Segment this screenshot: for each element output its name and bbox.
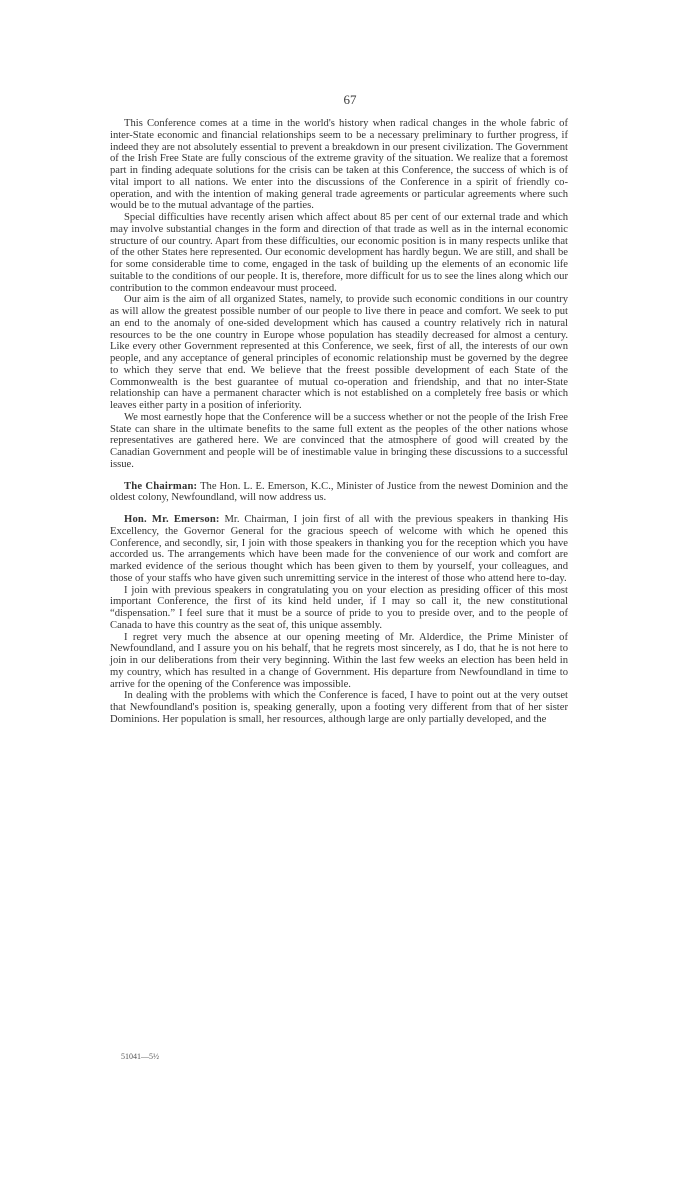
body-text xyxy=(110,118,568,726)
paragraph-3: Our aim is the aim of all organized States, namely, to provide such economic conditions in our country as will allow the greatest possible number of our people to live there in peace and comfort. We seek to put an end to the anomaly of one-sided development which has caused a country relatively rich in natural resources to be the one country in Europe whose population has steadily decreased for almost a century. Like every other Government represented at this Conference, we seek, first of all, the interests of our own people, and any acceptance of general principles of economic relationship must be governed by the degree to which they serve that end. We believe that the freest possible development of each State of the Commonwealth is the best guarantee of mutual co-operation and friendship, and that no inter-State relationship can have a permanent character which is not established on a completely free basis or which leaves either party in a position of inferiority. xyxy=(110,294,568,411)
emerson-paragraph-4: In dealing with the problems with which the Conference is faced, I have to point out at the very outset that Newfoundland's position is, speaking generally, upon a footing very different from that of her sister Dominions. Her population is small, her resources, although large are only partially developed, and the xyxy=(110,690,568,725)
footer-print-code: 51041—5½ xyxy=(121,1052,159,1061)
paragraph-2: Special difficulties have recently arisen which affect about 85 per cent of our external trade and which may involve substantial changes in the form and direction of that trade as well as in the internal economic structure of our country. Apart from these difficulties, our economic position is in many respects unlike that of the other States here represented. Our economic development has hardly begun. We are still, and shall be for some considerable time to come, engaged in the task of building up the elements of an economic life suitable to the conditions of our people. It is, therefore, more difficult for us to see the lines along which our contribution to the common endeavour must proceed. xyxy=(110,212,568,294)
speaker-emerson: Hon. Mr. Emerson: xyxy=(124,514,220,525)
page-number: 67 xyxy=(343,92,357,107)
paragraph-1: This Conference comes at a time in the world's history when radical changes in the whole fabric of inter-State economic and financial relationships seem to be a necessary preliminary to further progress, if indeed they are not absolutely essential to prevent a breakdown in our present civilization. The Government of the Irish Free State are fully conscious of the extreme gravity of the situation. We realize that a foremost part in finding adequate solutions for the crisis can be taken at this Conference, the success of which is of vital import to all nations. We enter into the discussions of the Conference in a spirit of friendly co-operation, and with the intention of making general trade agreements or particular agreements where such would be to the mutual advantage of the parties. xyxy=(110,118,568,212)
chairman-text: The Hon. L. E. Emerson, K.C., Minister of Justice from the newest Dominion and the oldest colony, Newfoundland, will now address us. xyxy=(110,480,569,504)
speaker-chairman: The Chairman: xyxy=(124,480,198,492)
emerson-speech-opening xyxy=(110,514,568,585)
emerson-paragraph-2: I join with previous speakers in congratulating you on your election as presiding officer of this most important Conference, the first of its kind held under, if I may so call it, the new constitutional “dispensation.” I feel sure that it must be a source of pride to you to preside over, and to the people of Canada to have this country as the seat of, this unique assembly. xyxy=(110,584,568,631)
emerson-paragraph-3: I regret very much the absence at our opening meeting of Mr. Alderdice, the Prime Minister of Newfoundland, and I assure you on his behalf, that he regrets most sincerely, as I do, that he is not here to join in our deliberations from their very beginning. Within the last few weeks an election has been held in my country, which has resulted in a change of Government. His departure from Newfoundland in time to arrive for the opening of the Conference was impossible. xyxy=(110,631,568,690)
emerson-text: Mr. Chairman, I join first of all with the previous speakers in thanking His Excellency, the Governor General for the gracious speech of welcome with which he opened this Conference, and secondly, sir, I join with those speakers in thanking you for the reception which you have accorded us. The arrangements which have been made for the convenience of our work and comfort are marked evidence of the serious thought which has been given to them by yourself, your colleagues, and those of your staffs who have given such unremitting service in the interest of those who attend here to-day. xyxy=(110,514,568,584)
chairman-remarks xyxy=(110,481,568,505)
paragraph-4: We most earnestly hope that the Conference will be a success whether or not the people of the Irish Free State can share in the ultimate benefits to the same full extent as the peoples of the other nations whose representatives are gathered here. We are convinced that the atmosphere of good will created by the Canadian Government and people will be of inestimable value in bringing these discussions to a successful issue. xyxy=(110,411,568,470)
